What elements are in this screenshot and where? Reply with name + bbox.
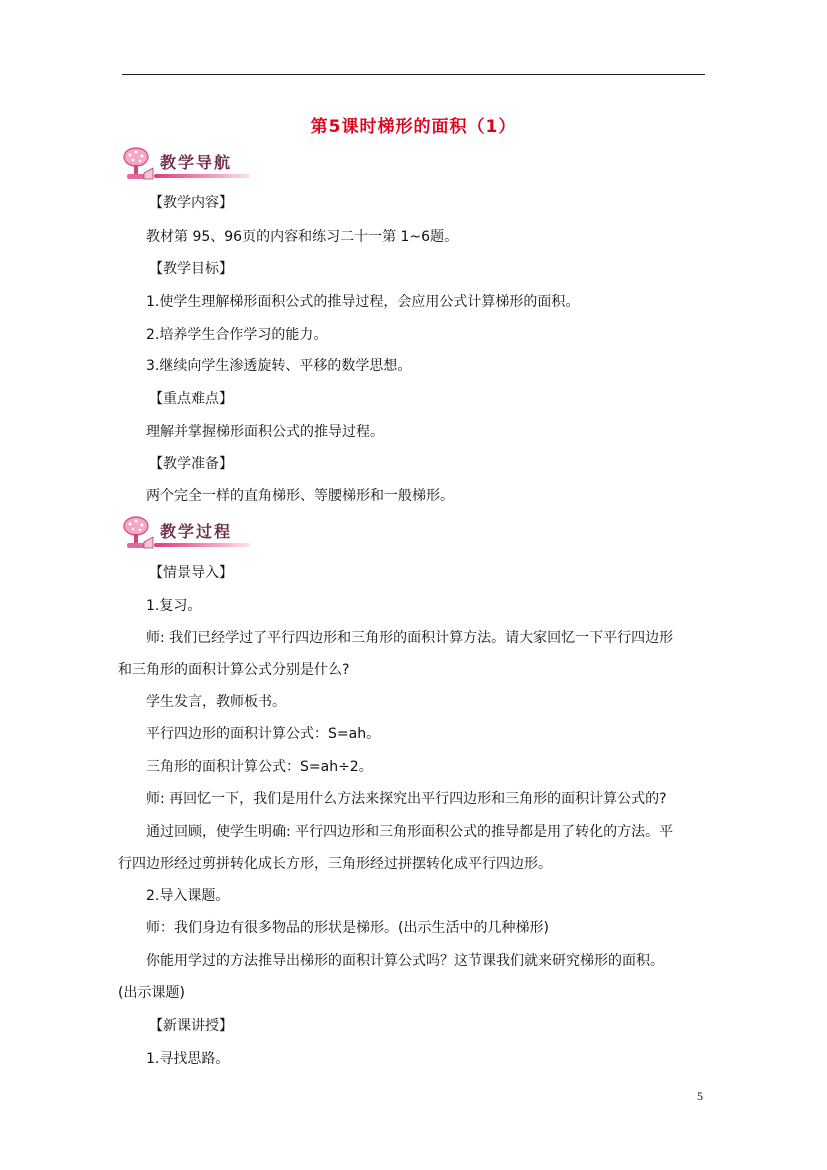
para-7a: 通过回顾，使学生明确: 平行四边形和三角形面积公式的推导都是用了转化的方法。平 (146, 824, 674, 840)
badge-underline (154, 174, 250, 178)
heading-intro: 【情景导入】 (149, 565, 233, 581)
para-7b: 行四边形经过剪拼转化成长方形，三角形经过拼摆转化成平行四边形。 (118, 856, 552, 872)
section-badge-guide (118, 146, 258, 184)
goal-1: 1.使学生理解梯形面积公式的推导过程，会应用公式计算梯形的面积。 (146, 294, 580, 310)
para-8: 2.导入课题。 (146, 888, 230, 904)
heading-content: 【教学内容】 (149, 195, 233, 211)
badge-label: 教学导航 (160, 153, 233, 172)
badge-underline (154, 543, 250, 547)
para-9: 师：我们身边有很多物品的形状是梯形。(出示生活中的几种梯形) (146, 920, 549, 936)
badge-label: 教学过程 (160, 522, 233, 541)
heading-new-lesson: 【新课讲授】 (149, 1018, 233, 1034)
para-2b: 和三角形的面积计算公式分别是什么? (118, 662, 350, 678)
content-text: 教材第 95、96页的内容和练习二十一第 1~6题。 (146, 229, 459, 245)
prep-text: 两个完全一样的直角梯形、等腰梯形和一般梯形。 (146, 488, 454, 504)
section-badge-process (118, 515, 258, 553)
header-rule (122, 74, 705, 75)
para-4: 平行四边形的面积计算公式：S=ah。 (146, 726, 381, 742)
para-10b: (出示课题) (118, 985, 185, 1001)
para-3: 学生发言，教师板书。 (146, 694, 286, 710)
key-text: 理解并掌握梯形面积公式的推导过程。 (146, 424, 384, 440)
page-title: 第5课时梯形的面积（1） (310, 117, 517, 137)
goal-2: 2.培养学生合作学习的能力。 (146, 327, 328, 343)
para-2a: 师: 我们已经学过了平行四边形和三角形的面积计算方法。请大家回忆一下平行四边形 (146, 630, 674, 646)
heading-goals: 【教学目标】 (149, 261, 233, 277)
heading-prep: 【教学准备】 (149, 456, 233, 472)
para-1: 1.复习。 (146, 598, 202, 614)
para-10a: 你能用学过的方法推导出梯形的面积计算公式吗？这节课我们就来研究梯形的面积。 (146, 953, 664, 969)
page-number: 5 (697, 1089, 703, 1103)
para-6: 师: 再回忆一下，我们是用什么方法来探究出平行四边形和三角形的面积计算公式的? (146, 791, 667, 807)
para-11: 1.寻找思路。 (146, 1051, 230, 1067)
para-5: 三角形的面积计算公式：S=ah÷2。 (146, 759, 373, 775)
lamp-icon (118, 515, 154, 551)
lamp-icon (118, 146, 154, 182)
goal-3: 3.继续向学生渗透旋转、平移的数学思想。 (146, 358, 412, 374)
heading-key: 【重点难点】 (149, 391, 233, 407)
